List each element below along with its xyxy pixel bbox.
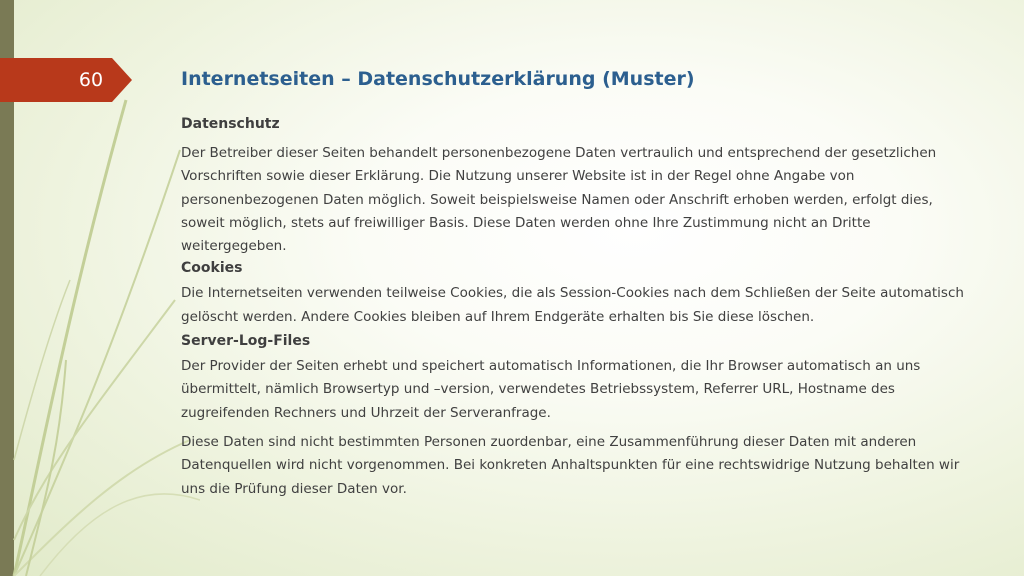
paragraph-datenschutz: Der Betreiber dieser Seiten behandelt personenbezogene Daten vertraulich und entsprechend der gesetzlichen Vorschriften sowie dieser Erklärung. Die Nutzung unserer Website ist in der Regel ohne Angabe von personenbezogenen Daten möglich. Soweit beispielsweise Namen oder Anschrift erhoben werden, erfolgt dies, soweit möglich, stets auf freiwilliger Basis. Diese Daten werden ohne Ihre Zustimmung nicht an Dritte weitergegeben. [181,145,937,255]
paragraph-server-log-files-1: Der Provider der Seiten erhebt und speichert automatisch Informationen, die Ihr Browser automatisch an uns übermittelt, nämlich Browsertyp und –version, verwendetes Betriebssystem, Referrer URL, Hostname des zugreifenden Rechners und Uhrzeit der Serveranfrage. [181,358,921,421]
slide-number: 60 [78,69,104,91]
slide-content [181,116,971,501]
section-heading-server-log-files: Server-Log-Files [181,333,311,350]
section-heading-datenschutz: Datenschutz [181,116,280,132]
paragraph-cookies: Die Internetseiten verwenden teilweise Cookies, die als Session-Cookies nach dem Schließen der Seite automatisch gelöscht werden. Andere Cookies bleiben auf Ihrem Endgeräte erhalten bis Sie diese löschen. [181,285,964,325]
slide-title: Internetseiten – Datenschutzerklärung (Muster) [181,68,695,90]
section-heading-cookies: Cookies [181,260,243,277]
paragraph-server-log-files-2: Diese Daten sind nicht bestimmten Personen zuordenbar, eine Zusammenführung dieser Daten mit anderen Datenquellen wird nicht vorgenommen. Bei konkreten Anhaltspunkten für eine rechtswidrige Nutzung behalten wir uns die Prüfung dieser Daten vor. [181,433,960,497]
